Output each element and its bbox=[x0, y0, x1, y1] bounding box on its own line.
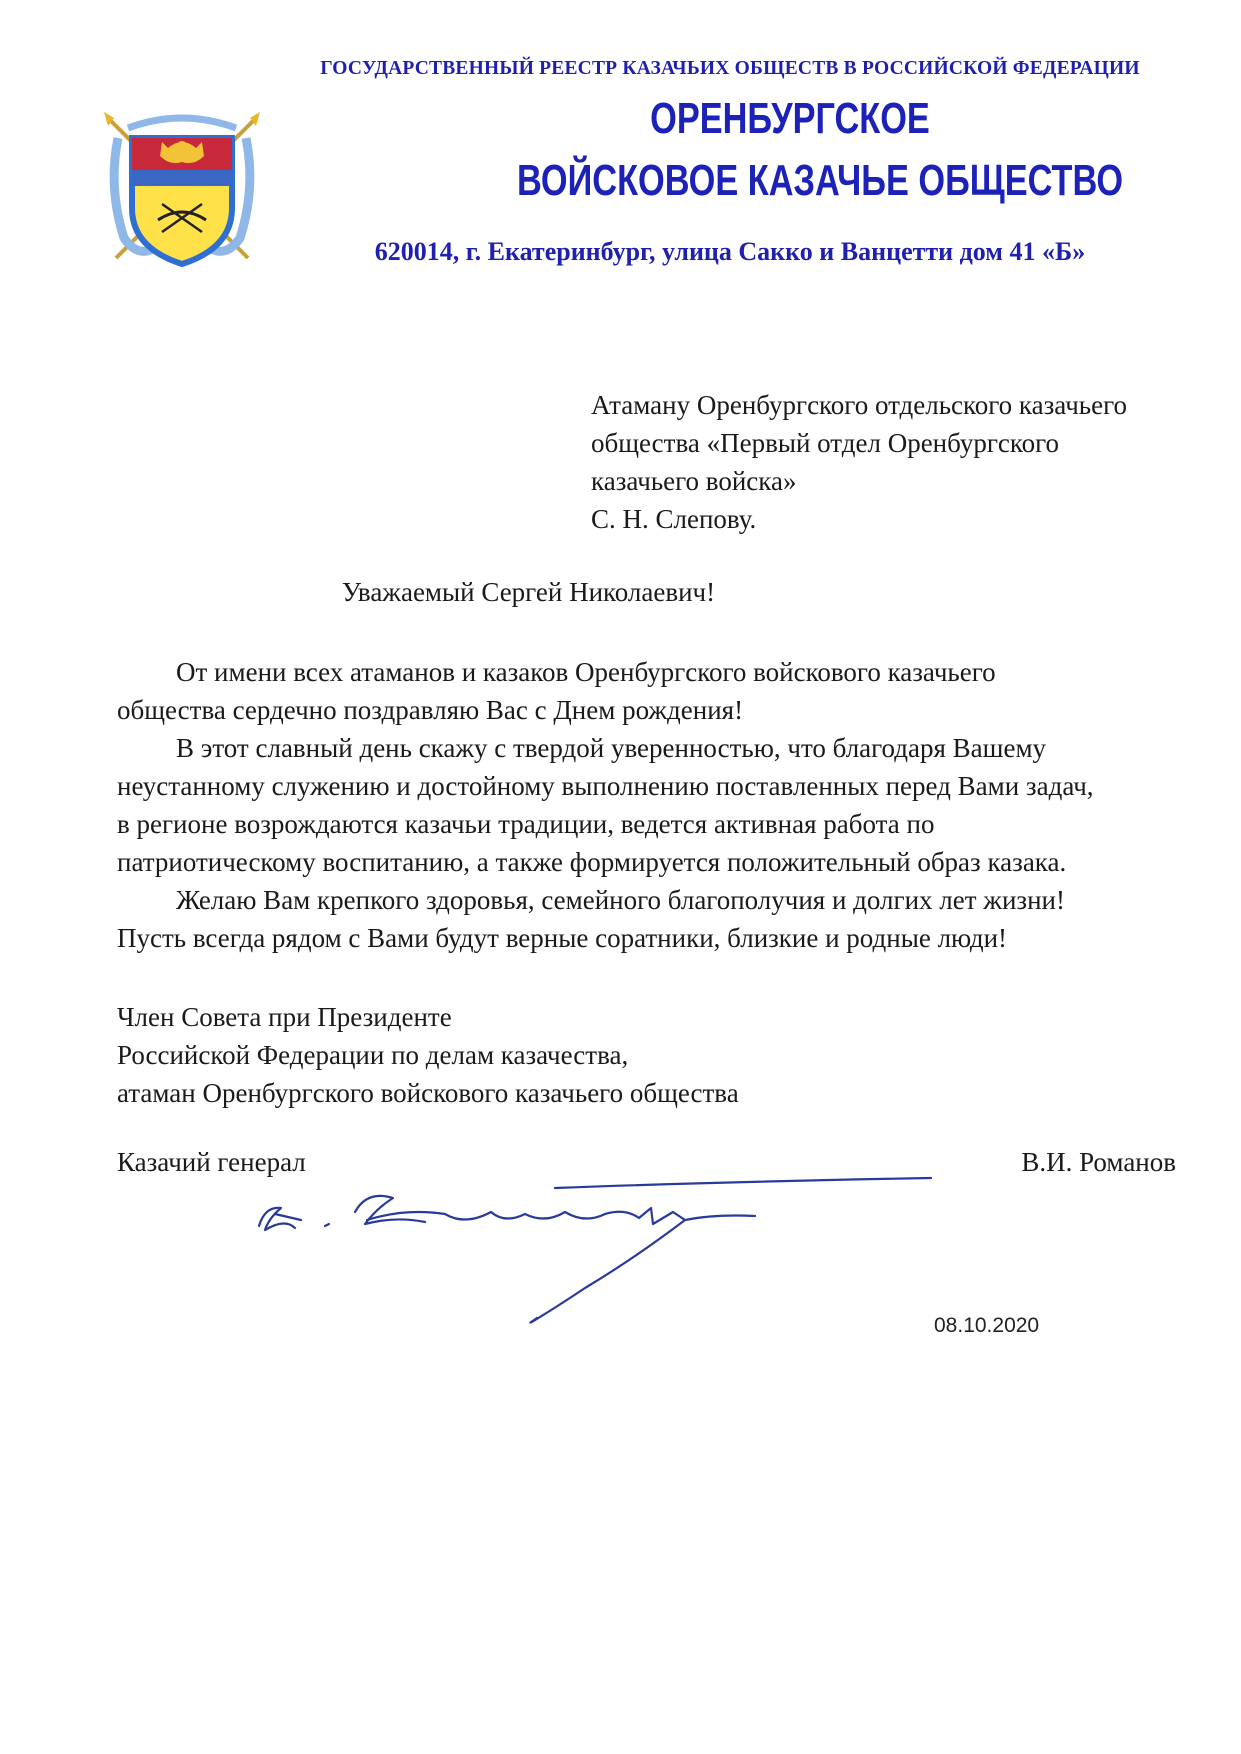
body-line: общества сердечно поздравляю Вас с Днем рождения! bbox=[117, 695, 744, 725]
body-line: От имени всех атаманов и казаков Оренбургского войскового казачьего bbox=[176, 657, 996, 687]
signatory-name: В.И. Романов bbox=[1021, 1147, 1176, 1177]
letter-date: 08.10.2020 bbox=[934, 1314, 1040, 1337]
body-line: Пусть всегда рядом с Вами будут верные соратники, близкие и родные люди! bbox=[117, 923, 1008, 953]
organization-name-line2: ВОЙСКОВОЕ КАЗАЧЬЕ ОБЩЕСТВО bbox=[517, 156, 1124, 205]
signatory-title bbox=[117, 998, 739, 1112]
recipient-line: Атаману Оренбургского отдельского казачьего bbox=[591, 390, 1127, 420]
organization-address: 620014, г. Екатеринбург, улица Сакко и Ванцетти дом 41 «Б» bbox=[374, 237, 1086, 266]
handwritten-signature bbox=[255, 1168, 945, 1338]
letter-body bbox=[117, 653, 1177, 957]
body-line: неустанному служению и достойному выполнению поставленных перед Вами задач, bbox=[117, 771, 1094, 801]
body-line: В этот славный день скажу с твердой уверенностью, что благодаря Вашему bbox=[176, 733, 1047, 763]
registry-title: ГОСУДАРСТВЕННЫЙ РЕЕСТР КАЗАЧЬИХ ОБЩЕСТВ В РОССИЙСКОЙ ФЕДЕРАЦИИ bbox=[320, 58, 1140, 79]
organization-name bbox=[517, 88, 1124, 212]
recipient-line: С. Н. Слепову. bbox=[591, 504, 757, 534]
cossack-coat-of-arms-icon bbox=[98, 108, 266, 274]
recipient-line: казачьего войска» bbox=[591, 466, 797, 496]
organization-name-line1: ОРЕНБУРГСКОЕ bbox=[650, 94, 930, 143]
recipient-block bbox=[591, 386, 1127, 538]
recipient-line: общества «Первый отдел Оренбургского bbox=[591, 428, 1060, 458]
signatory-title-line: Российской Федерации по делам казачества, bbox=[117, 1040, 629, 1070]
body-line: в регионе возрождаются казачьи традиции, ведется активная работа по bbox=[117, 809, 935, 839]
salutation-text: Уважаемый Сергей Николаевич! bbox=[341, 577, 716, 607]
salutation bbox=[0, 577, 1241, 608]
signatory-title-line: Член Совета при Президенте bbox=[117, 1002, 452, 1032]
body-line: патриотическому воспитанию, а также формируется положительный образ казака. bbox=[117, 847, 1067, 877]
body-line: Желаю Вам крепкого здоровья, семейного благополучия и долгих лет жизни! bbox=[176, 885, 1065, 915]
signatory-rank: Казачий генерал bbox=[117, 1147, 306, 1177]
signatory-title-line: атаман Оренбургского войскового казачьего общества bbox=[117, 1078, 739, 1108]
